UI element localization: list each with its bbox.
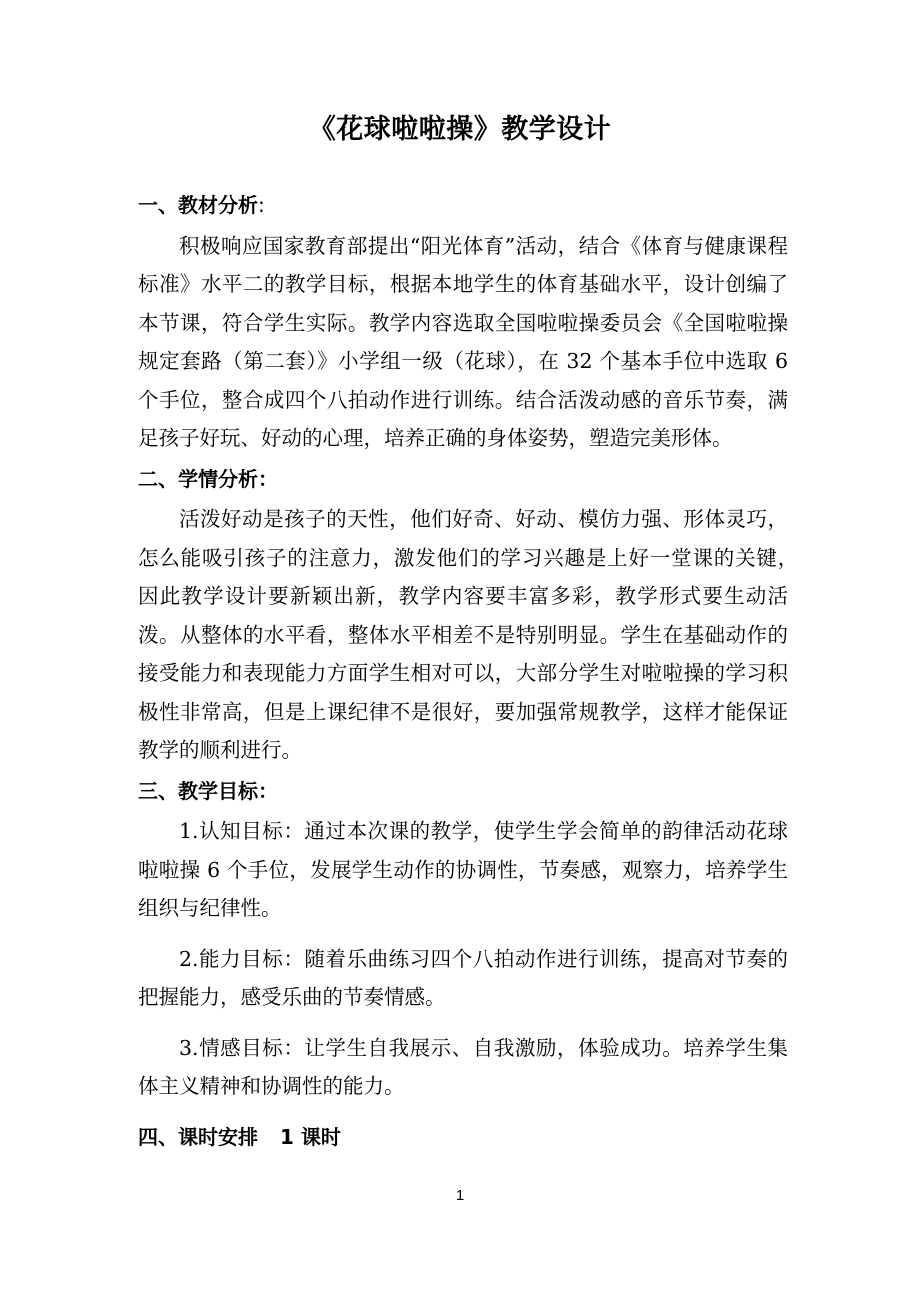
page-number: 1 [455,1187,465,1204]
objective-emotional: 3.情感目标：让学生自我展示、自我激励，体验成功。培养学生集体主义精神和协调性的能力。 [138,1035,788,1098]
objective-cognitive: 1.认知目标：通过本次课的教学，使学生学会简单的韵律活动花球啦啦操 6 个手位，发展学生动作的协调性，节奏感，观察力，培养学生组织与纪律性。 [138,819,788,920]
document-title: 《花球啦啦操》教学设计 [308,114,612,145]
document-body [138,186,809,1158]
section-heading-materials-text: 一、教材分析 [138,193,258,217]
materials-paragraph: 积极响应国家教育部提出“阳光体育”活动，结合《体育与健康课程标准》水平二的教学目标，根据本地学生的体育基础水平，设计创编了本节课，符合学生实际。教学内容选取全国啦啦操委员会《全国啦啦操规定套路（第二套）》小学组一级（花球），在 32 个基本手位中选取 6 个手位，整合成四个八拍动作进行训练。结合活泼动感的音乐节奏，满足孩子好玩、好动的心理，培养正确的身体姿势，塑造完美形体。 [138,233,788,450]
students-paragraph: 活泼好动是孩子的天性，他们好奇、好动、模仿力强、形体灵巧，怎么能吸引孩子的注意力，激发他们的学习兴趣是上好一堂课的关键， 因此教学设计要新颖出新，教学内容要丰富多彩，教学形式要生动活泼。从整体的水平看，整体水平相差不是特别明显。学生在基础动作的接受能力和表现能力方面学生相对可以，大部分学生对啦啦操的学习积极性非常高，但是上课纪律不是很好，要加强常规教学，这样才能保证教学的顺利进行。 [138,507,809,762]
objective-ability: 2.能力目标：随着乐曲练习四个八拍动作进行训练，提高对节奏的把握能力，感受乐曲的节奏情感。 [138,946,788,1009]
section-heading-schedule [138,1118,788,1157]
section-heading-students: 二、学情分析： [138,466,278,491]
section-heading-materials [138,186,788,225]
schedule-hours: 1 课时 [280,1124,341,1149]
schedule-heading-text: 四、课时安排 [138,1124,258,1149]
section-heading-materials-separator: : [258,193,265,217]
section-heading-objectives: 三、教学目标： [138,778,278,803]
